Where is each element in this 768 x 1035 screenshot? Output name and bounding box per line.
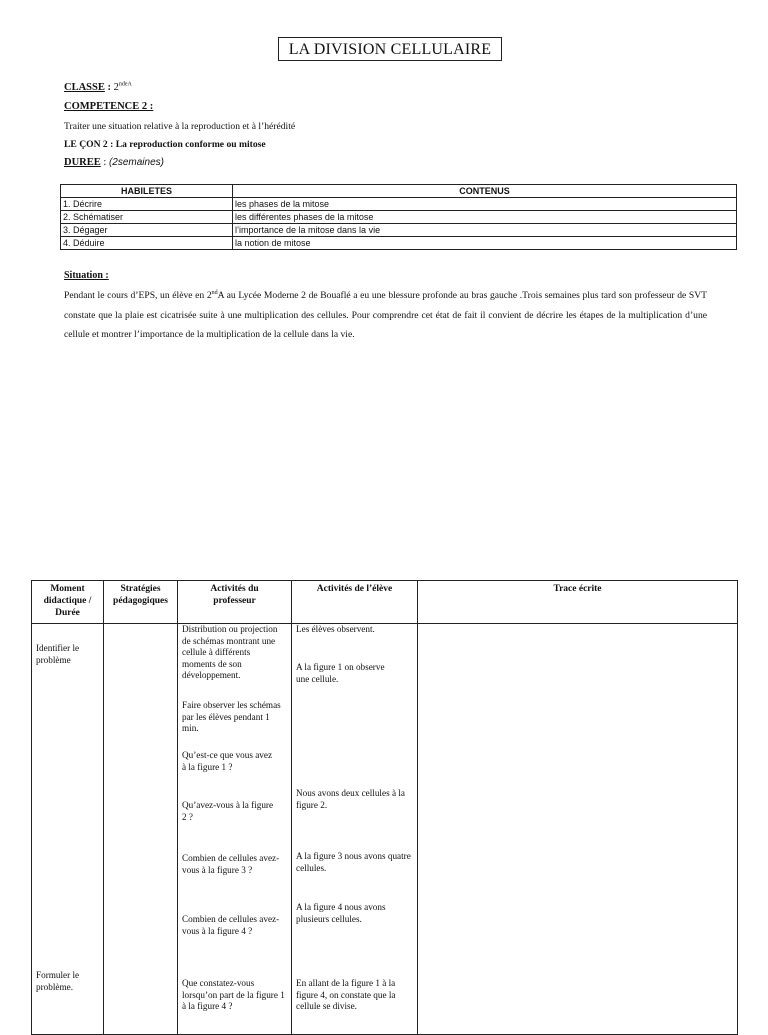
eleve-activity: Les élèves observent. bbox=[296, 624, 375, 634]
prof-activity: Combien de cellules avez-vous à la figure 3 ? bbox=[182, 853, 280, 875]
eleve-cell bbox=[292, 624, 418, 1035]
classe-value: 2 bbox=[113, 82, 119, 93]
header-prof: Activités du professeur bbox=[178, 581, 292, 624]
situation-text-a: Pendant le cours d’EPS, un élève en 2 bbox=[64, 290, 212, 301]
classe-label: CLASSE bbox=[64, 82, 105, 93]
duree-value: (2semaines) bbox=[108, 157, 164, 168]
skills-header-habiletes: HABILETES bbox=[61, 185, 233, 198]
prof-activity: Distribution ou projection de schémas montrant une cellule à différents moments de son développement. bbox=[182, 624, 278, 680]
header-trace: Trace écrite bbox=[418, 581, 738, 624]
prof-activity: Que constatez-vous lorsqu’on part de la figure 1 à la figure 4 ? bbox=[182, 978, 285, 1011]
moment-formuler: Formuler le problème. bbox=[36, 970, 80, 992]
skills-header-row bbox=[61, 185, 737, 198]
duree-label: DUREE bbox=[64, 157, 101, 168]
table-row bbox=[32, 624, 738, 1035]
contenu-cell: la notion de mitose bbox=[233, 237, 737, 250]
competence-heading: COMPETENCE 2 : bbox=[64, 101, 154, 112]
habilete-cell: 2. Schématiser bbox=[61, 211, 233, 224]
document-title: LA DIVISION CELLULAIRE bbox=[278, 37, 502, 61]
situation-text bbox=[64, 286, 707, 345]
duree-line bbox=[64, 157, 164, 168]
prof-activity: Qu’avez-vous à la figure 2 ? bbox=[182, 800, 274, 822]
situation-label: Situation : bbox=[64, 270, 109, 281]
contenu-cell: l’importance de la mitose dans la vie bbox=[233, 224, 737, 237]
duree-sep: : bbox=[100, 157, 109, 168]
lecon-line: LE ÇON 2 : La reproduction conforme ou mitose bbox=[64, 139, 266, 150]
table-row bbox=[61, 211, 737, 224]
skills-table bbox=[60, 184, 737, 250]
habilete-cell: 1. Décrire bbox=[61, 198, 233, 211]
trace-cell bbox=[418, 624, 738, 1035]
situation-text-b: A au Lycée Moderne 2 de Bouaflé a eu une blessure profonde au bras gauche .Trois semaines plus tard son professeur de SVT constate que la plaie est cicatrisée suite à une multiplication des cellules. Pour comprendre cet état de fait il convient de décrire les étapes de la multiplication d’une cellule et montrer l’importance de la multiplication de la cellule dans la vie. bbox=[64, 290, 708, 340]
lesson-header-row bbox=[32, 581, 738, 624]
eleve-activity: A la figure 4 nous avons plusieurs cellules. bbox=[296, 902, 386, 924]
lesson-table bbox=[31, 580, 738, 1035]
eleve-activity: En allant de la figure 1 à la figure 4, on constate que la cellule se divise. bbox=[296, 978, 396, 1011]
header-strategies: Stratégies pédagogiques bbox=[104, 581, 178, 624]
header-eleve: Activités de l’élève bbox=[292, 581, 418, 624]
prof-activity: Faire observer les schémas par les élèves pendant 1 min. bbox=[182, 700, 281, 733]
eleve-activity: Nous avons deux cellules à la figure 2. bbox=[296, 788, 405, 810]
prof-activity: Qu’est-ce que vous avez à la figure 1 ? bbox=[182, 750, 273, 772]
skills-header-contenus: CONTENUS bbox=[233, 185, 737, 198]
prof-activity: Combien de cellules avez-vous à la figure 4 ? bbox=[182, 914, 280, 936]
strategies-cell bbox=[104, 624, 178, 1035]
classe-sep: : bbox=[104, 82, 114, 93]
habilete-cell: 4. Déduire bbox=[61, 237, 233, 250]
habilete-cell: 3. Dégager bbox=[61, 224, 233, 237]
prof-cell bbox=[178, 624, 292, 1035]
competence-label bbox=[64, 101, 153, 112]
classe-sup: ndeA bbox=[118, 81, 132, 88]
situation-sup: nd bbox=[211, 289, 218, 296]
contenu-cell: les phases de la mitose bbox=[233, 198, 737, 211]
contenu-cell: les différentes phases de la mitose bbox=[233, 211, 737, 224]
table-row bbox=[61, 224, 737, 237]
moment-cell bbox=[32, 624, 104, 1035]
competence-text: Traiter une situation relative à la reproduction et à l’hérédité bbox=[64, 121, 296, 132]
moment-identifier: Identifier le problème bbox=[36, 643, 80, 665]
eleve-activity: A la figure 3 nous avons quatre cellules. bbox=[296, 851, 411, 873]
header-moment: Moment didactique / Durée bbox=[32, 581, 104, 624]
table-row bbox=[61, 237, 737, 250]
eleve-activity: A la figure 1 on observe une cellule. bbox=[296, 662, 385, 684]
table-row bbox=[61, 198, 737, 211]
classe-line bbox=[64, 82, 132, 93]
